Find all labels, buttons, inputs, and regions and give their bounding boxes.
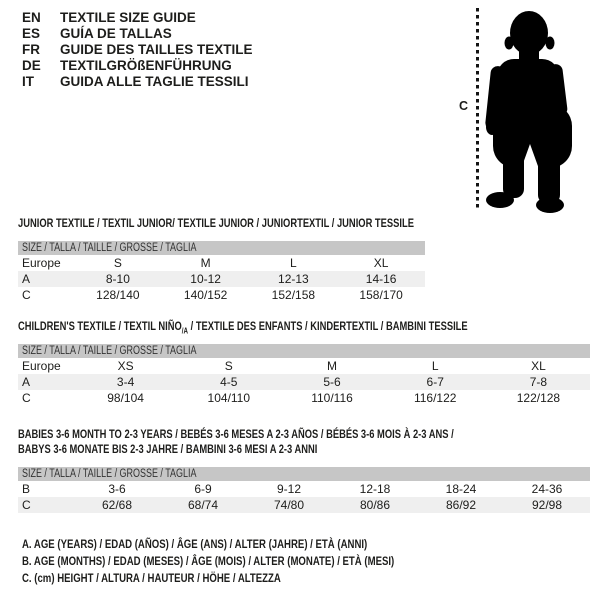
size-table-header-label: SIZE / TALLA / TAILLE / GRÖSSE / TAGLIA bbox=[22, 242, 197, 254]
table-cell: L bbox=[290, 256, 297, 270]
language-title: GUIDE DES TAILLES TEXTILE bbox=[60, 42, 253, 57]
toddler-silhouette-icon bbox=[483, 6, 575, 214]
language-row bbox=[22, 26, 253, 42]
table-cell: M bbox=[200, 256, 211, 270]
table-title-line bbox=[18, 216, 414, 231]
row-label: B bbox=[22, 482, 31, 496]
table-cell: 116/122 bbox=[413, 391, 457, 405]
table-row bbox=[18, 287, 425, 303]
table-cell: M bbox=[327, 359, 337, 373]
language-row bbox=[22, 42, 253, 58]
table-cell: 62/68 bbox=[101, 498, 133, 512]
size-table-header-label: SIZE / TALLA / TAILLE / GRÖSSE / TAGLIA bbox=[22, 345, 197, 357]
table-cell: 6-7 bbox=[426, 375, 444, 389]
language-title: GUÍA DE TALLAS bbox=[60, 26, 172, 41]
table-title-segment: CHILDREN'S TEXTILE / TEXTIL NIÑO bbox=[18, 319, 182, 333]
table-row bbox=[18, 390, 590, 406]
language-code: FR bbox=[22, 42, 40, 57]
table-cell: 7-8 bbox=[529, 375, 548, 389]
table-cell: 14-16 bbox=[365, 272, 397, 286]
language-title: TEXTILE SIZE GUIDE bbox=[60, 10, 196, 25]
row-label: C bbox=[22, 498, 31, 512]
table-cell: 122/128 bbox=[516, 391, 561, 405]
language-row bbox=[22, 58, 253, 74]
table-cell: 68/74 bbox=[187, 498, 219, 512]
table-cell: 8-10 bbox=[105, 272, 130, 286]
measure-note: A. AGE (YEARS) / EDAD (AÑOS) / ÂGE (ANS) / ALTER (JAHRE) / ETÀ (ANNI) bbox=[22, 537, 368, 551]
table-cell: 9-12 bbox=[276, 482, 302, 496]
table-title-segment: BABYS 3-6 MONATE BIS 2-3 JAHRE / BAMBINI 3-6 MESI A 2-3 ANNI bbox=[18, 442, 318, 456]
table-title-line bbox=[18, 427, 464, 442]
table-cell: 152/158 bbox=[271, 288, 316, 302]
table-cell: 6-9 bbox=[194, 482, 212, 496]
row-label: Europe bbox=[22, 256, 61, 270]
language-row bbox=[22, 10, 253, 26]
table-cell: 86/92 bbox=[445, 498, 477, 512]
table-cell: 92/98 bbox=[531, 498, 563, 512]
language-code: EN bbox=[22, 10, 41, 25]
table-row bbox=[18, 358, 590, 374]
size-table-header bbox=[18, 467, 590, 481]
row-label: C bbox=[22, 288, 31, 302]
language-code: IT bbox=[22, 74, 34, 89]
table-cell: 18-24 bbox=[445, 482, 477, 496]
language-code: DE bbox=[22, 58, 41, 73]
language-code: ES bbox=[22, 26, 41, 41]
height-measure-line bbox=[476, 8, 479, 209]
size-table-header bbox=[18, 241, 425, 255]
table-row bbox=[18, 255, 425, 271]
measure-note: B. AGE (MONTHS) / EDAD (MESES) / ÂGE (MOIS) / ALTER (MONATE) / ETÀ (MESI) bbox=[22, 554, 395, 568]
table-cell: 4-5 bbox=[220, 375, 238, 389]
row-label: Europe bbox=[22, 359, 61, 373]
children-textile-section bbox=[18, 319, 590, 406]
table-cell: XL bbox=[373, 256, 389, 270]
measure-notes bbox=[22, 536, 487, 587]
table-cell: 10-12 bbox=[190, 272, 221, 286]
table-row bbox=[18, 374, 590, 390]
table-cell: 74/80 bbox=[273, 498, 305, 512]
height-measure-label: C bbox=[459, 99, 469, 113]
table-title bbox=[18, 319, 590, 334]
row-label: C bbox=[22, 391, 31, 405]
size-table-header bbox=[18, 344, 590, 358]
table-row bbox=[18, 271, 425, 287]
table-cell: 12-13 bbox=[278, 272, 309, 286]
language-title-list bbox=[22, 10, 253, 90]
table-title-line bbox=[18, 442, 464, 457]
table-cell: 110/116 bbox=[311, 391, 353, 405]
table-title-segment: / TEXTILE DES ENFANTS / KINDERTEXTIL / BAMBINI TESSILE bbox=[188, 319, 468, 333]
table-title-segment: /A bbox=[181, 326, 189, 336]
table-cell: 80/86 bbox=[359, 498, 391, 512]
language-row bbox=[22, 74, 253, 90]
table-cell: 140/152 bbox=[183, 288, 228, 302]
row-label: A bbox=[22, 375, 31, 389]
table-cell: 98/104 bbox=[107, 391, 144, 405]
table-cell: XS bbox=[117, 359, 134, 373]
measure-note: C. (cm) HEIGHT / ALTURA / HAUTEUR / HÖHE / ALTEZZA bbox=[22, 571, 281, 585]
table-cell: 158/170 bbox=[359, 288, 403, 302]
table-title-segment: JUNIOR TEXTILE / TEXTIL JUNIOR/ TEXTILE JUNIOR / JUNIORTEXTIL / JUNIOR TESSILE bbox=[18, 216, 414, 230]
size-table bbox=[18, 241, 425, 303]
table-row bbox=[18, 481, 590, 497]
row-label: A bbox=[22, 272, 31, 286]
babies-textile-section bbox=[18, 427, 590, 513]
table-title bbox=[18, 216, 425, 231]
table-cell: 12-18 bbox=[359, 482, 391, 496]
table-cell: 3-6 bbox=[108, 482, 126, 496]
table-cell: XL bbox=[531, 359, 546, 373]
language-title: TEXTILGRÖßENFÜHRUNG bbox=[60, 58, 232, 73]
table-cell: 24-36 bbox=[531, 482, 563, 496]
table-title bbox=[18, 427, 590, 457]
language-title: GUIDA ALLE TAGLIE TESSILI bbox=[60, 74, 249, 89]
table-title-line bbox=[18, 319, 468, 336]
table-cell: 5-6 bbox=[323, 375, 341, 389]
table-cell: S bbox=[224, 359, 233, 373]
table-cell: L bbox=[431, 359, 439, 373]
table-cell: 128/140 bbox=[96, 288, 140, 302]
table-title-segment: BABIES 3-6 MONTH TO 2-3 YEARS / BEBÉS 3-6 MESES A 2-3 AÑOS / BÉBÉS 3-6 MOIS À 2-3 ANS / bbox=[18, 427, 454, 441]
table-cell: 104/110 bbox=[207, 391, 251, 405]
size-table-header-label: SIZE / TALLA / TAILLE / GRÖSSE / TAGLIA bbox=[22, 468, 197, 480]
size-table bbox=[18, 344, 590, 406]
junior-textile-section bbox=[18, 216, 425, 303]
table-cell: S bbox=[113, 256, 122, 270]
table-cell: 3-4 bbox=[116, 375, 135, 389]
size-table bbox=[18, 467, 590, 513]
table-row bbox=[18, 497, 590, 513]
